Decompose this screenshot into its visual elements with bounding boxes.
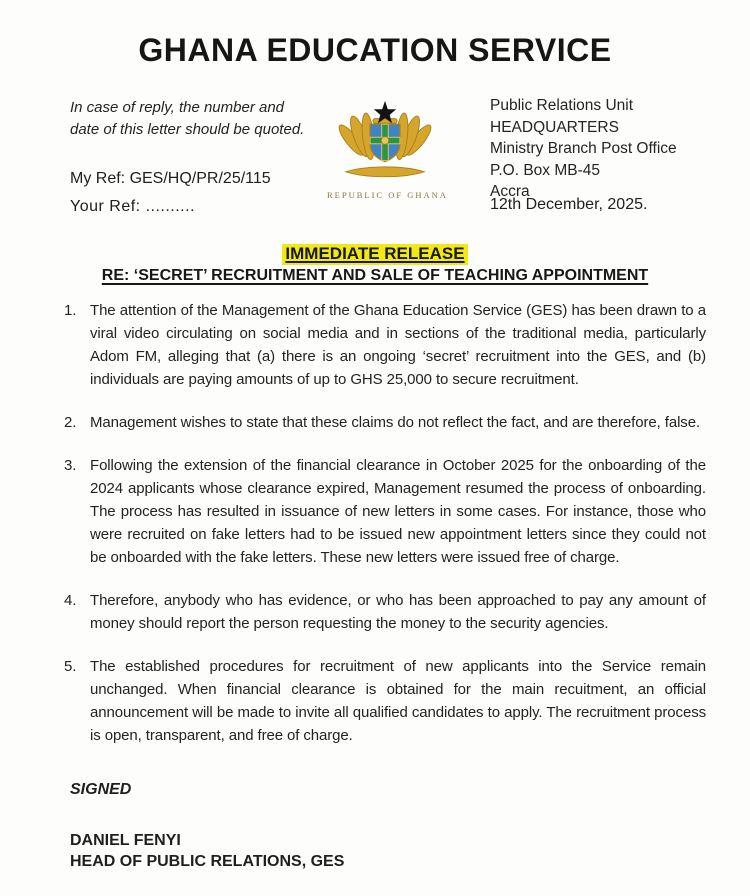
paragraph-text: Management wishes to state that these claims do not reflect the fact, and are therefore, false. [90, 414, 701, 431]
signatory-name: DANIEL FENYI [70, 832, 181, 849]
paragraph-number: 2. [64, 414, 77, 431]
address-line: P.O. Box MB-45 [490, 161, 600, 179]
body-block [64, 299, 706, 872]
reply-note-line1: In case of reply, the number and [70, 99, 285, 116]
signatory-title: HEAD OF PUBLIC RELATIONS, GES [70, 853, 345, 870]
paragraph-2 [64, 411, 706, 434]
subject-line: RE: ‘SECRET’ RECRUITMENT AND SALE OF TEACHING APPOINTMENT [101, 267, 649, 284]
release-tag: IMMEDIATE RELEASE [282, 244, 467, 265]
address-line: Accra [490, 183, 530, 200]
address-line: HEADQUARTERS [490, 118, 619, 136]
paragraph-number: 3. [64, 457, 77, 474]
signed-label: SIGNED [70, 781, 132, 798]
page-title: GHANA EDUCATION SERVICE [138, 32, 612, 68]
document-date: 12th December, 2025. [490, 196, 648, 213]
address-line: Public Relations Unit [490, 97, 634, 114]
subject-row [0, 267, 750, 285]
your-ref: Your Ref: .......... [70, 198, 196, 215]
address-line: Ministry Branch Post Office [490, 140, 677, 157]
paragraph-number: 4. [64, 592, 77, 609]
my-ref: My Ref: GES/HQ/PR/25/115 [70, 170, 271, 187]
ghana-coat-of-arms-icon [329, 99, 441, 183]
paragraph-text: The attention of the Management of the Ghana Education Service (GES) has been drawn to a viral video circulating on social media and in sections of the traditional media, particularly Adom FM, alleging that (a) there is an ongoing ‘secret’ recruitment into the GES, and (b) individuals are paying amounts of up to GHS 25,000 to secure recruitment. [90, 302, 706, 388]
coat-of-arms [327, 99, 448, 200]
paragraph-text: Therefore, anybody who has evidence, or who has been approached to pay any amount of money should report the person requesting the money to the security agencies. [90, 592, 706, 632]
reply-note-line2: date of this letter should be quoted. [70, 121, 305, 138]
emblem-caption: REPUBLIC OF GHANA [327, 190, 448, 200]
reply-note [70, 97, 304, 141]
paragraph-3 [64, 454, 706, 569]
release-tag-row [0, 244, 750, 265]
paragraph-text: The established procedures for recruitment of new applicants into the Service remain unchanged. When financial clearance is obtained for the main recuitment, an official announcement will be made to invite all qualified candidates to apply. The recruitment process is open, transparent, and free of charge. [90, 658, 706, 744]
paragraph-number: 1. [64, 302, 77, 319]
paragraph-5 [64, 655, 706, 747]
address-block [490, 95, 677, 203]
paragraph-text: Following the extension of the financial clearance in October 2025 for the onboarding of the 2024 applicants whose clearance expired, Management resumed the process of onboarding. The process has resulted in issuance of new letters in some cases. For instance, those who were recruited on fake letters had to be issued new appointment letters since they could not be onboarded with the fake letters. These new letters were issued free of charge. [90, 457, 706, 566]
paragraph-number: 5. [64, 658, 77, 675]
paragraph-1 [64, 299, 706, 391]
paragraph-4 [64, 589, 706, 635]
